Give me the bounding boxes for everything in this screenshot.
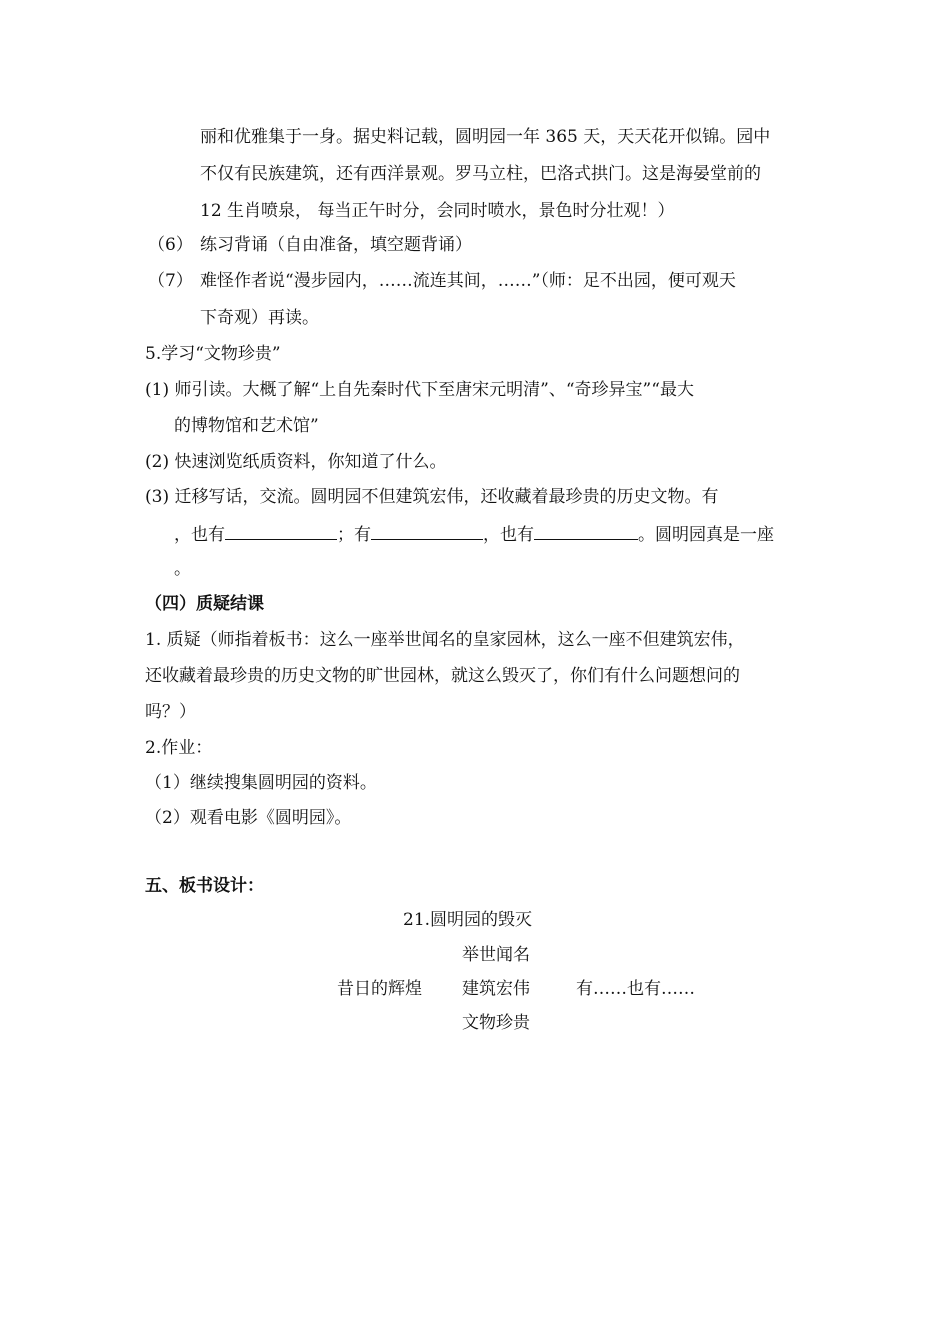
question-line: 还收藏着最珍贵的历史文物的旷世园林，就这么毁灭了，你们有什么问题想问的 (145, 666, 740, 686)
fill-blank (534, 521, 638, 540)
para-line: 丽和优雅集于一身。据史料记载，圆明园一年 365 天，天天花开似锦。园中 (200, 127, 771, 147)
fill-text: ，也有 (174, 525, 225, 545)
homework-item: （1）继续搜集圆明园的资料。 (145, 773, 377, 793)
board-heading: 五、板书设计： (145, 876, 264, 896)
fill-in-line (174, 521, 774, 547)
board-item: 举世闻名 (462, 945, 530, 965)
item-number: （6） (148, 235, 193, 255)
board-right: 有……也有…… (576, 979, 695, 999)
homework-title: 2.作业： (145, 738, 213, 758)
fill-end: 。 (174, 559, 191, 579)
item-text: 下奇观）再读。 (200, 308, 319, 328)
section-title: 5.学习“文物珍贵” (145, 344, 281, 364)
item-text: 练习背诵（自由准备，填空题背诵） (200, 235, 472, 255)
part-heading: （四）质疑结课 (145, 594, 264, 614)
fill-text: ；有 (337, 525, 371, 545)
board-title: 21.圆明园的毁灭 (403, 910, 533, 930)
item-number: （7） (148, 271, 193, 291)
para-line: 12 生肖喷泉， 每当正午时分，会同时喷水，景色时分壮观！） (200, 201, 675, 221)
homework-item: （2）观看电影《圆明园》。 (145, 808, 352, 828)
fill-text: 。圆明园真是一座 (638, 525, 774, 545)
question-line: 吗？） (145, 702, 196, 722)
board-left: 昔日的辉煌 (337, 979, 422, 999)
question-line: 1. 质疑（师指着板书：这么一座举世闻名的皇家园林，这么一座不但建筑宏伟， (145, 630, 745, 650)
board-item: 文物珍贵 (462, 1013, 530, 1033)
sub-item: 的博物馆和艺术馆” (174, 416, 319, 436)
fill-blank (225, 521, 337, 540)
item-text: 难怪作者说“漫步园内，……流连其间，……”（师：足不出园，便可观天 (200, 271, 736, 291)
para-line: 不仅有民族建筑，还有西洋景观。罗马立柱，巴洛式拱门。这是海晏堂前的 (200, 164, 761, 184)
sub-item: (2) 快速浏览纸质资料，你知道了什么。 (145, 452, 447, 472)
sub-item: (3) 迁移写话，交流。圆明园不但建筑宏伟，还收藏着最珍贵的历史文物。有 (145, 487, 719, 507)
board-item: 建筑宏伟 (462, 979, 530, 999)
sub-item: (1) 师引读。大概了解“上自先秦时代下至唐宋元明清”、“奇珍异宝”“最大 (145, 380, 694, 400)
fill-text: ，也有 (483, 525, 534, 545)
fill-blank (371, 521, 483, 540)
